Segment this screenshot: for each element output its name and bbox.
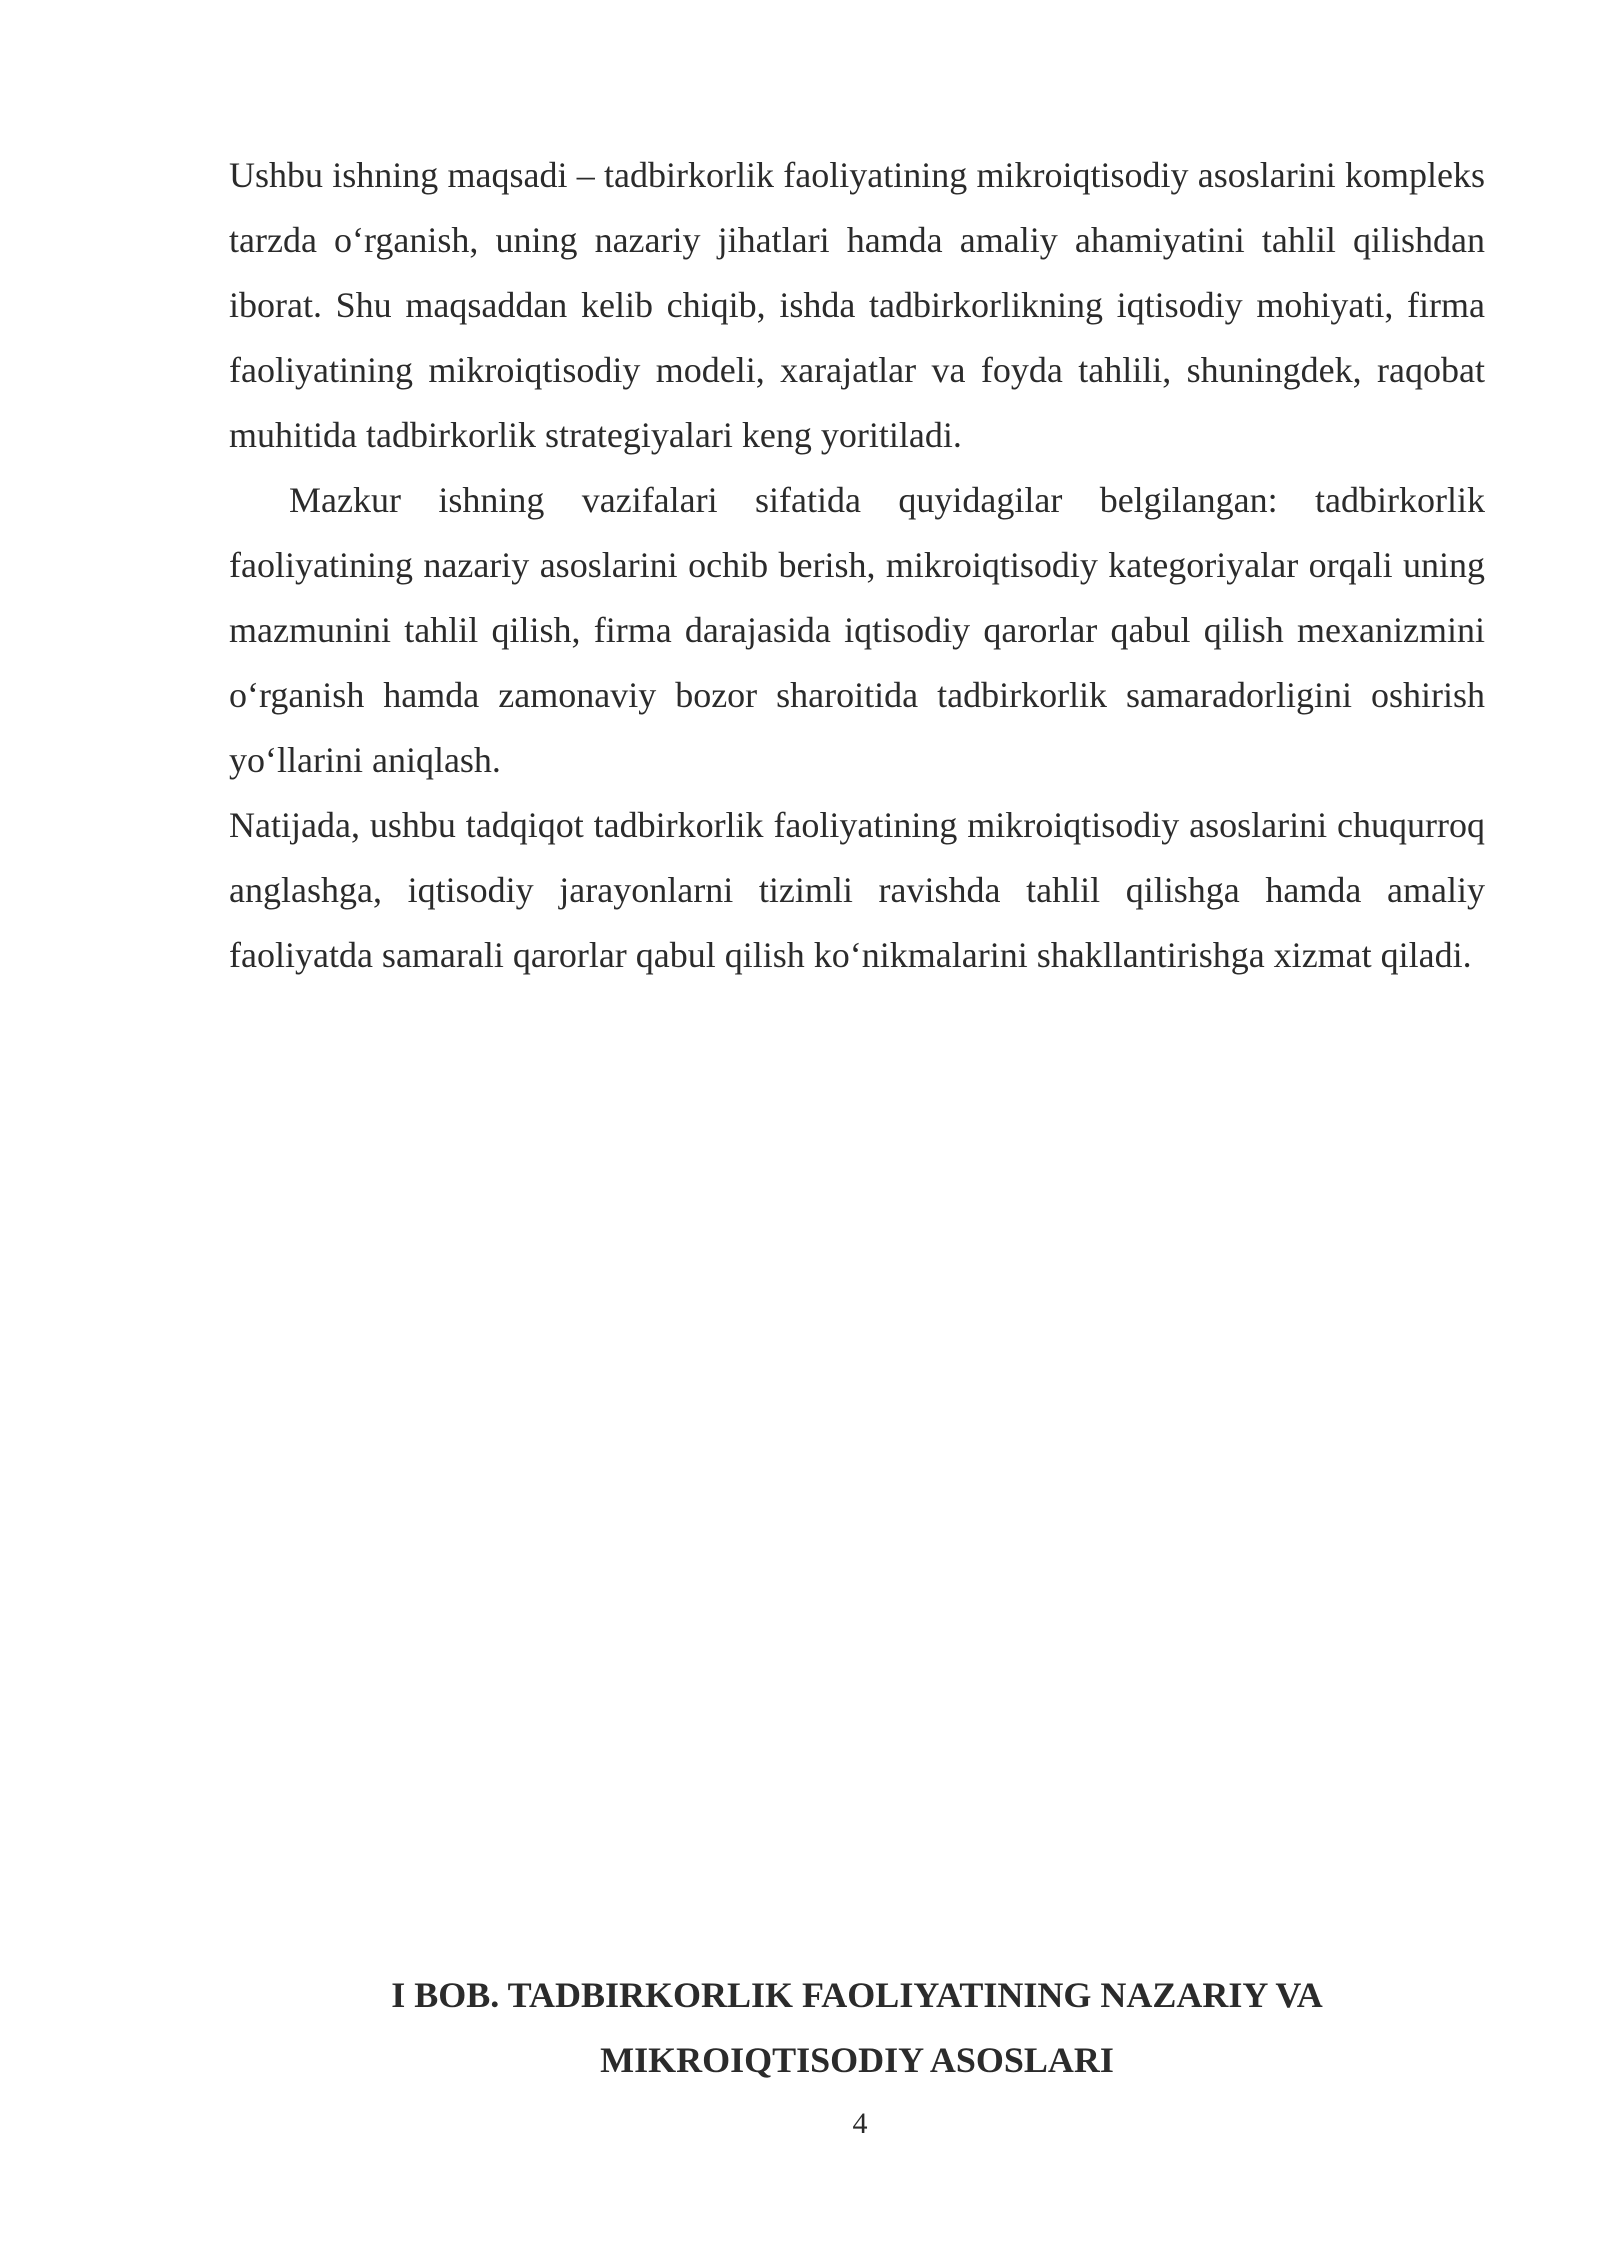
chapter-heading — [229, 1963, 1485, 2093]
page-number: 4 — [852, 2107, 868, 2140]
body-text — [229, 143, 1485, 988]
paragraph-conclusion: Natijada, ushbu tadqiqot tadbirkorlik faoliyatining mikroiqtisodiy asoslarini chuqurroq anglashga, iqtisodiy jarayonlarni tizimli ravishda tahlil qilishga hamda amaliy faoliyatda samarali qarorlar qabul qilish ko‘nikmalarini shakllantirishga xizmat qiladi. — [229, 805, 1485, 975]
chapter-heading-line-1: I BOB. TADBIRKORLIK FAOLIYATINING NAZARIY VA — [391, 1975, 1323, 2015]
paragraph-tasks: Mazkur ishning vazifalari sifatida quyidagilar belgilangan: tadbirkorlik faoliyatining nazariy asoslarini ochib berish, mikroiqtisodiy kategoriyalar orqali uning mazmunini tahlil qilish, firma darajasida iqtisodiy qarorlar qabul qilish mexanizmini o‘rganish hamda zamonaviy bozor sharoitida tadbirkorlik samaradorligini oshirish yo‘llarini aniqlash. — [229, 480, 1485, 780]
paragraph-purpose: Ushbu ishning maqsadi – tadbirkorlik faoliyatining mikroiqtisodiy asoslarini kompleks tarzda o‘rganish, uning nazariy jihatlari hamda amaliy ahamiyatini tahlil qilishdan iborat. Shu maqsaddan kelib chiqib, ishda tadbirkorlikning iqtisodiy mohiyati, firma faoliyatining mikroiqtisodiy modeli, xarajatlar va foyda tahlili, shuningdek, raqobat muhitida tadbirkorlik strategiyalari keng yoritiladi. — [229, 155, 1485, 455]
chapter-heading-line-2: MIKROIQTISODIY ASOSLARI — [600, 2040, 1114, 2080]
